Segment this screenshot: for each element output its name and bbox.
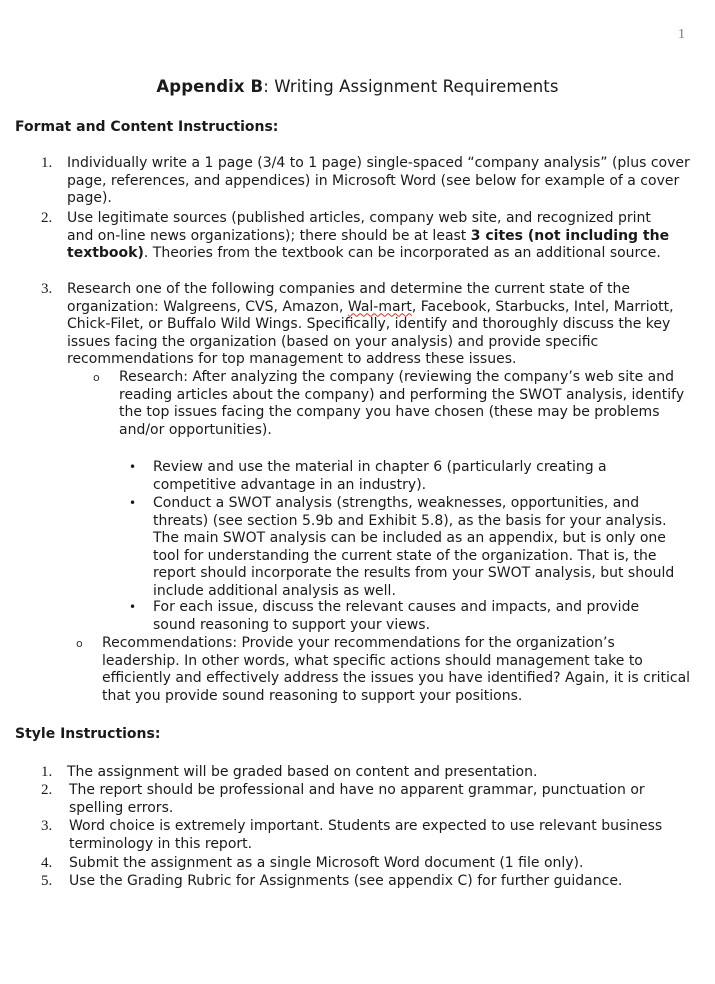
title-rest: : Writing Assignment Requirements	[263, 77, 559, 96]
list-number: 4.	[41, 855, 53, 871]
bullet-item: For each issue, discuss the relevant causes and impacts, and provide sound reasoning to support your views.	[153, 599, 640, 633]
recommendations-item: Recommendations: Provide your recommendations for the organization’s leadership. In other words, what specific actions should management take to efficiently and effectively address the issues you have identified? Again, it is critical that you provide sound reasoning to support your positions.	[102, 635, 691, 704]
list-item-text: Research one of the following companies and determine the current state of the organization: Walgreens, CVS, Amazon,	[67, 281, 630, 315]
list-item: Use the Grading Rubric for Assignments (see appendix C) for further guidance.	[69, 873, 623, 889]
list-item: Individually write a 1 page (3/4 to 1 page) single-spaced “company analysis” (plus cover page, references, and appendices) in Microsoft Word (see below for example of a cover page).	[67, 155, 690, 207]
circle-bullet-icon: o	[76, 637, 83, 650]
list-item: The report should be professional and have no apparent grammar, punctuation or spelling errors.	[69, 782, 645, 816]
list-item	[67, 210, 677, 263]
bullet-icon: •	[129, 600, 137, 614]
list-number: 1.	[41, 764, 53, 780]
research-item: Research: After analyzing the company (reviewing the company’s web site and reading articles about the company) and performing the SWOT analysis, identify the top issues facing the company you have chosen (these may be problems and/or opportunities).	[119, 369, 685, 438]
bullet-item: Review and use the material in chapter 6 (particularly creating a competitive advantage in an industry).	[153, 459, 607, 493]
bullet-icon: •	[129, 460, 137, 474]
list-item-text: , Facebook, Starbucks, Intel, Marriott, Chick-Filet, or Buffalo Wild Wings. Specifically, identify and thoroughly discuss the key issues facing the organization (based on your analysis) and provide specific recommendations for top management to address these issues.	[67, 298, 674, 368]
list-item: The assignment will be graded based on content and presentation.	[67, 764, 538, 780]
bullet-icon: •	[129, 496, 137, 510]
list-number: 2.	[41, 782, 53, 798]
format-heading: Format and Content Instructions:	[15, 119, 279, 135]
list-item-text: . Theories from the textbook can be incorporated as an additional source.	[143, 245, 661, 262]
page-number: 1	[678, 27, 685, 42]
list-number: 3.	[41, 818, 53, 834]
list-item	[67, 281, 683, 369]
list-item: Word choice is extremely important. Students are expected to use relevant business terminology in this report.	[69, 818, 663, 852]
list-item-text: Use legitimate sources (published articles, company web site, and recognized print and on-line news organizations); there should be at least	[67, 210, 651, 244]
list-item-bold: 3 cites (not including the textbook)	[67, 227, 670, 262]
page-title	[0, 77, 715, 96]
bullet-item: Conduct a SWOT analysis (strengths, weaknesses, opportunities, and threats) (see section 5.9b and Exhibit 5.8), as the basis for your analysis. The main SWOT analysis can be included as an appendix, but is only one tool for understanding the current state of the organization. That is, the report should incorporate the results from your SWOT analysis, but should include additional analysis as well.	[153, 495, 675, 599]
title-bold: Appendix B	[156, 77, 264, 96]
circle-bullet-icon: o	[93, 371, 100, 384]
list-number: 2.	[41, 210, 53, 226]
style-heading: Style Instructions:	[15, 726, 161, 742]
list-number: 1.	[41, 155, 53, 171]
list-number: 5.	[41, 873, 53, 889]
misspelled-word: Wal-mart	[347, 298, 412, 315]
list-number: 3.	[41, 281, 53, 297]
list-item: Submit the assignment as a single Microsoft Word document (1 file only).	[69, 855, 584, 871]
